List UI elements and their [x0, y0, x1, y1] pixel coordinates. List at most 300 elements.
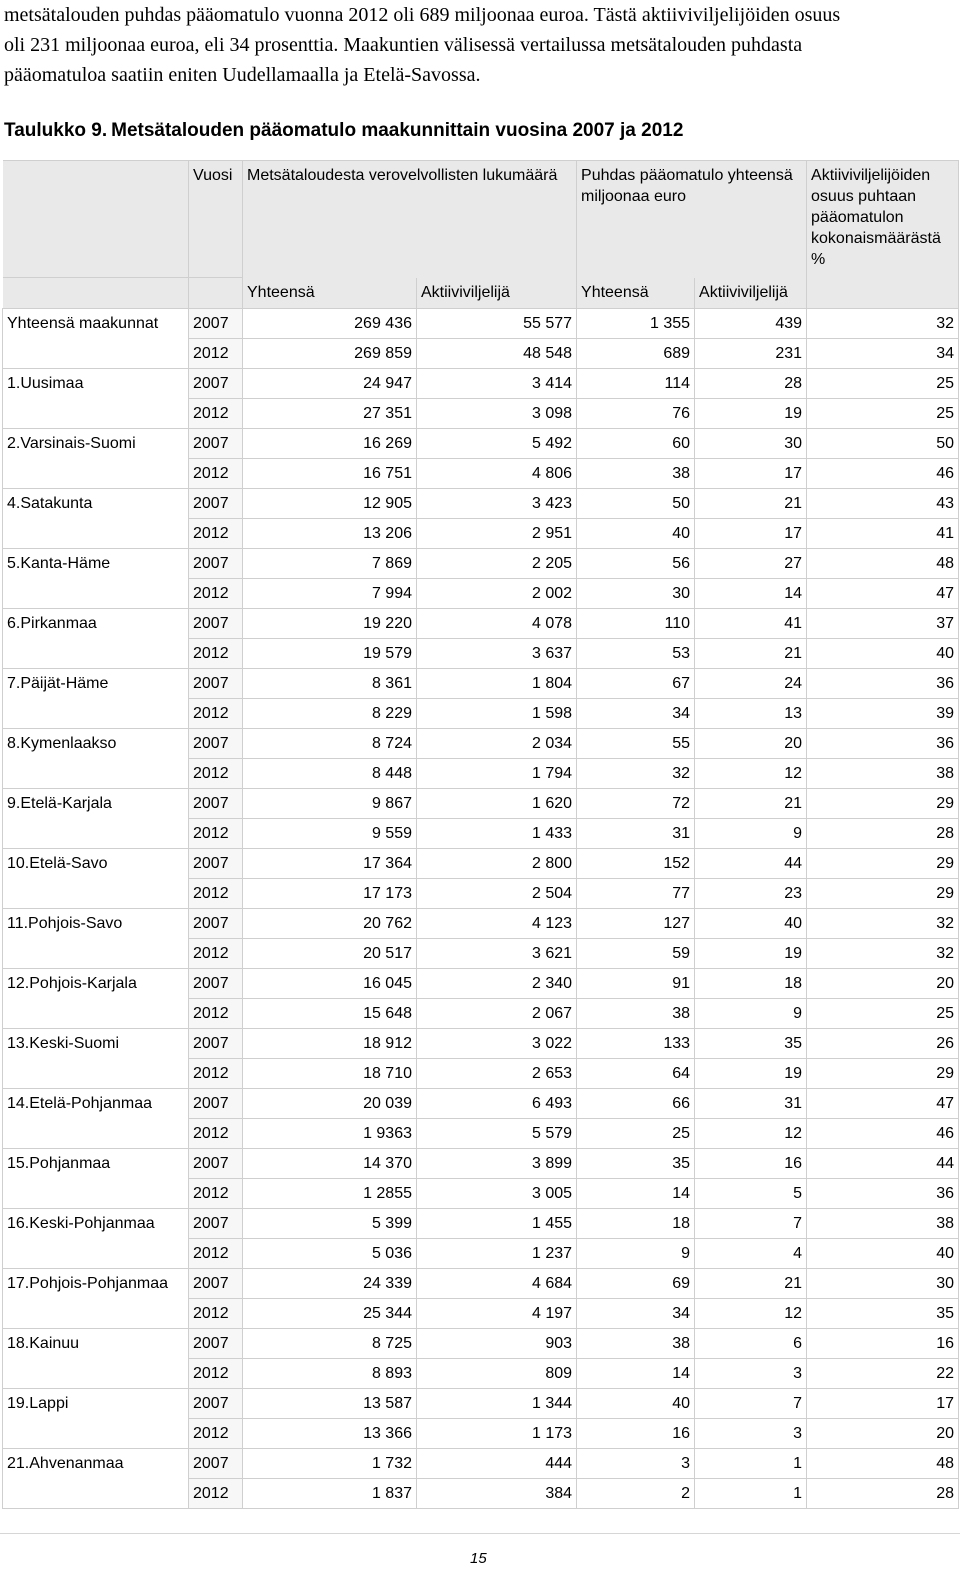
- cell-active-share: 36: [807, 669, 959, 699]
- cell-active-share: 26: [807, 1029, 959, 1059]
- cell-taxpayers-active: 1 433: [417, 819, 577, 849]
- cell-region: 12.Pohjois-Karjala: [3, 969, 189, 999]
- cell-taxpayers-active: 809: [417, 1359, 577, 1389]
- cell-year: 2007: [189, 1149, 243, 1179]
- cell-active-share: 30: [807, 1269, 959, 1299]
- table-row: [3, 939, 959, 969]
- cell-income-total: 3: [577, 1449, 695, 1479]
- cell-year: 2012: [189, 819, 243, 849]
- cell-region: [3, 1419, 189, 1449]
- cell-taxpayers-active: 1 344: [417, 1389, 577, 1419]
- cell-year: 2012: [189, 459, 243, 489]
- cell-taxpayers-total: 9 867: [243, 789, 417, 819]
- cell-active-share: 32: [807, 309, 959, 339]
- table-row: [3, 1119, 959, 1149]
- cell-income-total: 59: [577, 939, 695, 969]
- cell-taxpayers-active: 4 123: [417, 909, 577, 939]
- cell-taxpayers-total: 20 517: [243, 939, 417, 969]
- cell-year: 2007: [189, 309, 243, 339]
- cell-taxpayers-total: 7 869: [243, 549, 417, 579]
- cell-income-total: 76: [577, 399, 695, 429]
- cell-taxpayers-total: 20 039: [243, 1089, 417, 1119]
- cell-region: [3, 759, 189, 789]
- cell-region: [3, 1299, 189, 1329]
- cell-taxpayers-active: 1 598: [417, 699, 577, 729]
- cell-income-active: 16: [695, 1149, 807, 1179]
- cell-taxpayers-total: 17 364: [243, 849, 417, 879]
- cell-taxpayers-total: 13 366: [243, 1419, 417, 1449]
- cell-region: 17.Pohjois-Pohjanmaa: [3, 1269, 189, 1299]
- cell-region: 5.Kanta-Häme: [3, 549, 189, 579]
- cell-active-share: 20: [807, 1419, 959, 1449]
- cell-income-total: 2: [577, 1479, 695, 1509]
- table-row: [3, 1149, 959, 1179]
- cell-income-total: 60: [577, 429, 695, 459]
- header-taxpayers: Metsätaloudesta verovelvollisten lukumäärä: [243, 161, 577, 278]
- intro-paragraph: [4, 0, 956, 90]
- cell-taxpayers-active: 4 806: [417, 459, 577, 489]
- cell-income-active: 23: [695, 879, 807, 909]
- cell-income-active: 21: [695, 1269, 807, 1299]
- cell-region: 9.Etelä-Karjala: [3, 789, 189, 819]
- cell-taxpayers-active: 3 414: [417, 369, 577, 399]
- cell-year: 2007: [189, 1389, 243, 1419]
- cell-income-active: 21: [695, 789, 807, 819]
- cell-taxpayers-total: 8 725: [243, 1329, 417, 1359]
- cell-active-share: 47: [807, 1089, 959, 1119]
- cell-taxpayers-total: 15 648: [243, 999, 417, 1029]
- cell-active-share: 46: [807, 459, 959, 489]
- cell-taxpayers-active: 3 423: [417, 489, 577, 519]
- cell-taxpayers-total: 18 912: [243, 1029, 417, 1059]
- cell-income-total: 34: [577, 699, 695, 729]
- cell-taxpayers-active: 6 493: [417, 1089, 577, 1119]
- table-row: [3, 429, 959, 459]
- cell-region: [3, 399, 189, 429]
- cell-active-share: 48: [807, 549, 959, 579]
- header-year-blank: [189, 278, 243, 309]
- cell-active-share: 46: [807, 1119, 959, 1149]
- cell-active-share: 38: [807, 759, 959, 789]
- cell-income-active: 21: [695, 489, 807, 519]
- cell-taxpayers-total: 24 339: [243, 1269, 417, 1299]
- cell-income-total: 32: [577, 759, 695, 789]
- capital-income-table: [2, 160, 959, 1509]
- cell-taxpayers-total: 8 448: [243, 759, 417, 789]
- cell-taxpayers-total: 8 229: [243, 699, 417, 729]
- cell-active-share: 29: [807, 789, 959, 819]
- table-row: [3, 1359, 959, 1389]
- cell-year: 2012: [189, 759, 243, 789]
- cell-income-active: 18: [695, 969, 807, 999]
- table-row: [3, 849, 959, 879]
- cell-taxpayers-active: 1 794: [417, 759, 577, 789]
- cell-taxpayers-total: 16 269: [243, 429, 417, 459]
- cell-income-total: 25: [577, 1119, 695, 1149]
- cell-taxpayers-total: 8 361: [243, 669, 417, 699]
- cell-income-active: 19: [695, 939, 807, 969]
- header-income-active: Aktiiviviljelijä: [695, 278, 807, 309]
- cell-taxpayers-total: 12 905: [243, 489, 417, 519]
- cell-income-total: 133: [577, 1029, 695, 1059]
- cell-year: 2012: [189, 1479, 243, 1509]
- cell-region: [3, 1239, 189, 1269]
- cell-region: Yhteensä maakunnat: [3, 309, 189, 339]
- table-row: [3, 1089, 959, 1119]
- cell-income-total: 30: [577, 579, 695, 609]
- cell-region: [3, 579, 189, 609]
- cell-active-share: 17: [807, 1389, 959, 1419]
- cell-taxpayers-active: 444: [417, 1449, 577, 1479]
- cell-taxpayers-total: 16 751: [243, 459, 417, 489]
- cell-income-active: 31: [695, 1089, 807, 1119]
- cell-income-total: 152: [577, 849, 695, 879]
- cell-year: 2012: [189, 1299, 243, 1329]
- cell-taxpayers-active: 1 455: [417, 1209, 577, 1239]
- cell-active-share: 25: [807, 399, 959, 429]
- table-row: [3, 579, 959, 609]
- cell-income-active: 3: [695, 1359, 807, 1389]
- cell-income-total: 14: [577, 1179, 695, 1209]
- cell-year: 2012: [189, 399, 243, 429]
- table-body: [3, 309, 959, 1509]
- cell-income-active: 12: [695, 1119, 807, 1149]
- cell-income-active: 17: [695, 459, 807, 489]
- cell-active-share: 28: [807, 819, 959, 849]
- cell-year: 2012: [189, 879, 243, 909]
- cell-taxpayers-total: 8 893: [243, 1359, 417, 1389]
- cell-taxpayers-total: 8 724: [243, 729, 417, 759]
- cell-year: 2007: [189, 1029, 243, 1059]
- cell-income-active: 44: [695, 849, 807, 879]
- cell-active-share: 48: [807, 1449, 959, 1479]
- cell-year: 2012: [189, 519, 243, 549]
- cell-active-share: 43: [807, 489, 959, 519]
- cell-taxpayers-total: 9 559: [243, 819, 417, 849]
- cell-income-active: 19: [695, 1059, 807, 1089]
- cell-income-total: 72: [577, 789, 695, 819]
- cell-taxpayers-active: 48 548: [417, 339, 577, 369]
- cell-year: 2007: [189, 729, 243, 759]
- intro-line: metsätalouden puhdas pääomatulo vuonna 2012 oli 689 miljoonaa euroa. Tästä aktiiviviljelijöiden osuus: [4, 4, 841, 26]
- cell-taxpayers-active: 3 637: [417, 639, 577, 669]
- cell-taxpayers-active: 3 098: [417, 399, 577, 429]
- cell-taxpayers-active: 3 621: [417, 939, 577, 969]
- cell-year: 2007: [189, 1329, 243, 1359]
- header-share: Aktiiviviljelijöiden osuus puhtaan pääomatulon kokonaismäärästä %: [807, 161, 959, 309]
- cell-taxpayers-total: 7 994: [243, 579, 417, 609]
- cell-taxpayers-total: 20 762: [243, 909, 417, 939]
- cell-year: 2007: [189, 1209, 243, 1239]
- table-row: [3, 399, 959, 429]
- cell-income-total: 14: [577, 1359, 695, 1389]
- cell-active-share: 37: [807, 609, 959, 639]
- cell-year: 2007: [189, 669, 243, 699]
- cell-taxpayers-total: 14 370: [243, 1149, 417, 1179]
- cell-year: 2007: [189, 369, 243, 399]
- cell-taxpayers-active: 1 173: [417, 1419, 577, 1449]
- cell-income-active: 41: [695, 609, 807, 639]
- cell-income-total: 66: [577, 1089, 695, 1119]
- cell-region: 19.Lappi: [3, 1389, 189, 1419]
- cell-active-share: 32: [807, 909, 959, 939]
- cell-income-total: 18: [577, 1209, 695, 1239]
- cell-region: 16.Keski-Pohjanmaa: [3, 1209, 189, 1239]
- cell-taxpayers-total: 17 173: [243, 879, 417, 909]
- table-row: [3, 969, 959, 999]
- cell-income-active: 13: [695, 699, 807, 729]
- cell-income-active: 4: [695, 1239, 807, 1269]
- page-number: 15: [470, 1550, 487, 1567]
- header-taxpayers-total: Yhteensä: [243, 278, 417, 309]
- cell-taxpayers-active: 1 804: [417, 669, 577, 699]
- cell-income-total: 689: [577, 339, 695, 369]
- cell-income-total: 69: [577, 1269, 695, 1299]
- cell-taxpayers-active: 2 034: [417, 729, 577, 759]
- cell-income-active: 231: [695, 339, 807, 369]
- cell-region: 6.Pirkanmaa: [3, 609, 189, 639]
- cell-income-active: 17: [695, 519, 807, 549]
- cell-active-share: 47: [807, 579, 959, 609]
- cell-region: [3, 1359, 189, 1389]
- table-row: [3, 1029, 959, 1059]
- cell-year: 2007: [189, 609, 243, 639]
- cell-active-share: 29: [807, 879, 959, 909]
- table-row: [3, 459, 959, 489]
- cell-taxpayers-total: 19 220: [243, 609, 417, 639]
- cell-active-share: 29: [807, 1059, 959, 1089]
- cell-active-share: 34: [807, 339, 959, 369]
- cell-active-share: 36: [807, 729, 959, 759]
- cell-year: 2012: [189, 1179, 243, 1209]
- header-region-blank: [3, 161, 189, 278]
- cell-active-share: 41: [807, 519, 959, 549]
- cell-income-total: 67: [577, 669, 695, 699]
- cell-taxpayers-active: 903: [417, 1329, 577, 1359]
- cell-taxpayers-total: 25 344: [243, 1299, 417, 1329]
- cell-active-share: 44: [807, 1149, 959, 1179]
- cell-year: 2007: [189, 909, 243, 939]
- table-row: [3, 1299, 959, 1329]
- cell-year: 2007: [189, 1089, 243, 1119]
- cell-income-active: 6: [695, 1329, 807, 1359]
- cell-income-active: 40: [695, 909, 807, 939]
- cell-income-active: 24: [695, 669, 807, 699]
- cell-region: 10.Etelä-Savo: [3, 849, 189, 879]
- table-row: [3, 369, 959, 399]
- cell-taxpayers-total: 5 036: [243, 1239, 417, 1269]
- cell-income-total: 53: [577, 639, 695, 669]
- cell-region: [3, 819, 189, 849]
- cell-taxpayers-active: 2 002: [417, 579, 577, 609]
- cell-year: 2007: [189, 1449, 243, 1479]
- cell-taxpayers-total: 18 710: [243, 1059, 417, 1089]
- cell-income-total: 77: [577, 879, 695, 909]
- table-row: [3, 999, 959, 1029]
- cell-income-active: 9: [695, 999, 807, 1029]
- cell-income-total: 38: [577, 459, 695, 489]
- cell-taxpayers-total: 24 947: [243, 369, 417, 399]
- cell-taxpayers-total: 19 579: [243, 639, 417, 669]
- cell-taxpayers-active: 4 684: [417, 1269, 577, 1299]
- cell-year: 2012: [189, 339, 243, 369]
- cell-taxpayers-total: 1 2855: [243, 1179, 417, 1209]
- table-row: [3, 339, 959, 369]
- cell-active-share: 22: [807, 1359, 959, 1389]
- cell-taxpayers-active: 3 005: [417, 1179, 577, 1209]
- cell-year: 2012: [189, 579, 243, 609]
- table-caption-title: Metsätalouden pääomatulo maakunnittain vuosina 2007 ja 2012: [111, 120, 684, 141]
- cell-active-share: 39: [807, 699, 959, 729]
- cell-taxpayers-active: 1 620: [417, 789, 577, 819]
- cell-active-share: 20: [807, 969, 959, 999]
- cell-region: [3, 939, 189, 969]
- cell-active-share: 29: [807, 849, 959, 879]
- cell-year: 2007: [189, 969, 243, 999]
- cell-income-active: 1: [695, 1479, 807, 1509]
- cell-income-total: 127: [577, 909, 695, 939]
- table-row: [3, 1449, 959, 1479]
- cell-active-share: 25: [807, 369, 959, 399]
- cell-income-total: 40: [577, 519, 695, 549]
- cell-income-total: 55: [577, 729, 695, 759]
- table-row: [3, 1209, 959, 1239]
- cell-region: [3, 1119, 189, 1149]
- cell-income-active: 21: [695, 639, 807, 669]
- cell-region: [3, 999, 189, 1029]
- cell-year: 2007: [189, 429, 243, 459]
- cell-taxpayers-active: 5 492: [417, 429, 577, 459]
- table-row: [3, 1179, 959, 1209]
- cell-active-share: 40: [807, 639, 959, 669]
- cell-income-total: 35: [577, 1149, 695, 1179]
- table-caption-label: Taulukko 9.: [4, 120, 108, 141]
- cell-income-total: 50: [577, 489, 695, 519]
- cell-income-active: 7: [695, 1209, 807, 1239]
- table-row: [3, 1419, 959, 1449]
- cell-region: [3, 519, 189, 549]
- cell-taxpayers-active: 2 951: [417, 519, 577, 549]
- cell-region: 14.Etelä-Pohjanmaa: [3, 1089, 189, 1119]
- cell-income-active: 28: [695, 369, 807, 399]
- table-row: [3, 759, 959, 789]
- cell-taxpayers-active: 2 205: [417, 549, 577, 579]
- cell-income-total: 31: [577, 819, 695, 849]
- cell-region: [3, 699, 189, 729]
- cell-income-active: 12: [695, 759, 807, 789]
- header-income: Puhdas pääomatulo yhteensä miljoonaa euro: [577, 161, 807, 278]
- cell-year: 2007: [189, 549, 243, 579]
- cell-active-share: 25: [807, 999, 959, 1029]
- cell-taxpayers-total: 27 351: [243, 399, 417, 429]
- table-row: [3, 519, 959, 549]
- cell-region: 7.Päijät-Häme: [3, 669, 189, 699]
- cell-taxpayers-active: 384: [417, 1479, 577, 1509]
- cell-region: [3, 1059, 189, 1089]
- cell-year: 2007: [189, 789, 243, 819]
- intro-line: pääomatuloa saatiin eniten Uudellamaalla ja Etelä-Savossa.: [4, 64, 481, 86]
- cell-income-active: 9: [695, 819, 807, 849]
- cell-region: [3, 1179, 189, 1209]
- cell-taxpayers-total: 269 859: [243, 339, 417, 369]
- cell-taxpayers-active: 2 340: [417, 969, 577, 999]
- cell-income-total: 9: [577, 1239, 695, 1269]
- cell-taxpayers-total: 1 9363: [243, 1119, 417, 1149]
- cell-year: 2007: [189, 849, 243, 879]
- table-row: [3, 699, 959, 729]
- cell-income-total: 56: [577, 549, 695, 579]
- cell-active-share: 32: [807, 939, 959, 969]
- table-row: [3, 729, 959, 759]
- cell-region: [3, 639, 189, 669]
- cell-year: 2012: [189, 939, 243, 969]
- cell-region: 4.Satakunta: [3, 489, 189, 519]
- cell-taxpayers-total: 16 045: [243, 969, 417, 999]
- table-row: [3, 1389, 959, 1419]
- cell-region: 8.Kymenlaakso: [3, 729, 189, 759]
- table-row: [3, 879, 959, 909]
- table-row: [3, 549, 959, 579]
- cell-income-active: 5: [695, 1179, 807, 1209]
- cell-income-total: 38: [577, 999, 695, 1029]
- cell-taxpayers-active: 3 022: [417, 1029, 577, 1059]
- cell-year: 2012: [189, 699, 243, 729]
- cell-active-share: 16: [807, 1329, 959, 1359]
- table-row: [3, 1329, 959, 1359]
- cell-taxpayers-active: 3 899: [417, 1149, 577, 1179]
- cell-taxpayers-total: 5 399: [243, 1209, 417, 1239]
- cell-income-active: 30: [695, 429, 807, 459]
- cell-taxpayers-active: 4 078: [417, 609, 577, 639]
- cell-income-total: 91: [577, 969, 695, 999]
- cell-region: 15.Pohjanmaa: [3, 1149, 189, 1179]
- table-row: [3, 1059, 959, 1089]
- header-income-total: Yhteensä: [577, 278, 695, 309]
- table-row: [3, 309, 959, 339]
- header-region-blank-2: [3, 278, 189, 309]
- cell-year: 2012: [189, 1119, 243, 1149]
- footer-divider: [0, 1533, 960, 1534]
- table-row: [3, 669, 959, 699]
- cell-income-total: 40: [577, 1389, 695, 1419]
- table-row: [3, 819, 959, 849]
- table-row: [3, 1269, 959, 1299]
- cell-active-share: 28: [807, 1479, 959, 1509]
- cell-year: 2012: [189, 639, 243, 669]
- cell-region: [3, 339, 189, 369]
- cell-taxpayers-active: 2 800: [417, 849, 577, 879]
- cell-year: 2007: [189, 489, 243, 519]
- table-row: [3, 1479, 959, 1509]
- cell-income-active: 7: [695, 1389, 807, 1419]
- cell-region: 11.Pohjois-Savo: [3, 909, 189, 939]
- cell-income-active: 35: [695, 1029, 807, 1059]
- cell-region: [3, 879, 189, 909]
- cell-region: 2.Varsinais-Suomi: [3, 429, 189, 459]
- cell-region: 21.Ahvenanmaa: [3, 1449, 189, 1479]
- cell-taxpayers-total: 269 436: [243, 309, 417, 339]
- cell-income-active: 439: [695, 309, 807, 339]
- cell-income-total: 38: [577, 1329, 695, 1359]
- cell-active-share: 38: [807, 1209, 959, 1239]
- header-taxpayers-active: Aktiiviviljelijä: [417, 278, 577, 309]
- cell-taxpayers-active: 4 197: [417, 1299, 577, 1329]
- cell-income-active: 3: [695, 1419, 807, 1449]
- cell-income-active: 27: [695, 549, 807, 579]
- cell-income-active: 14: [695, 579, 807, 609]
- cell-region: [3, 1479, 189, 1509]
- cell-active-share: 50: [807, 429, 959, 459]
